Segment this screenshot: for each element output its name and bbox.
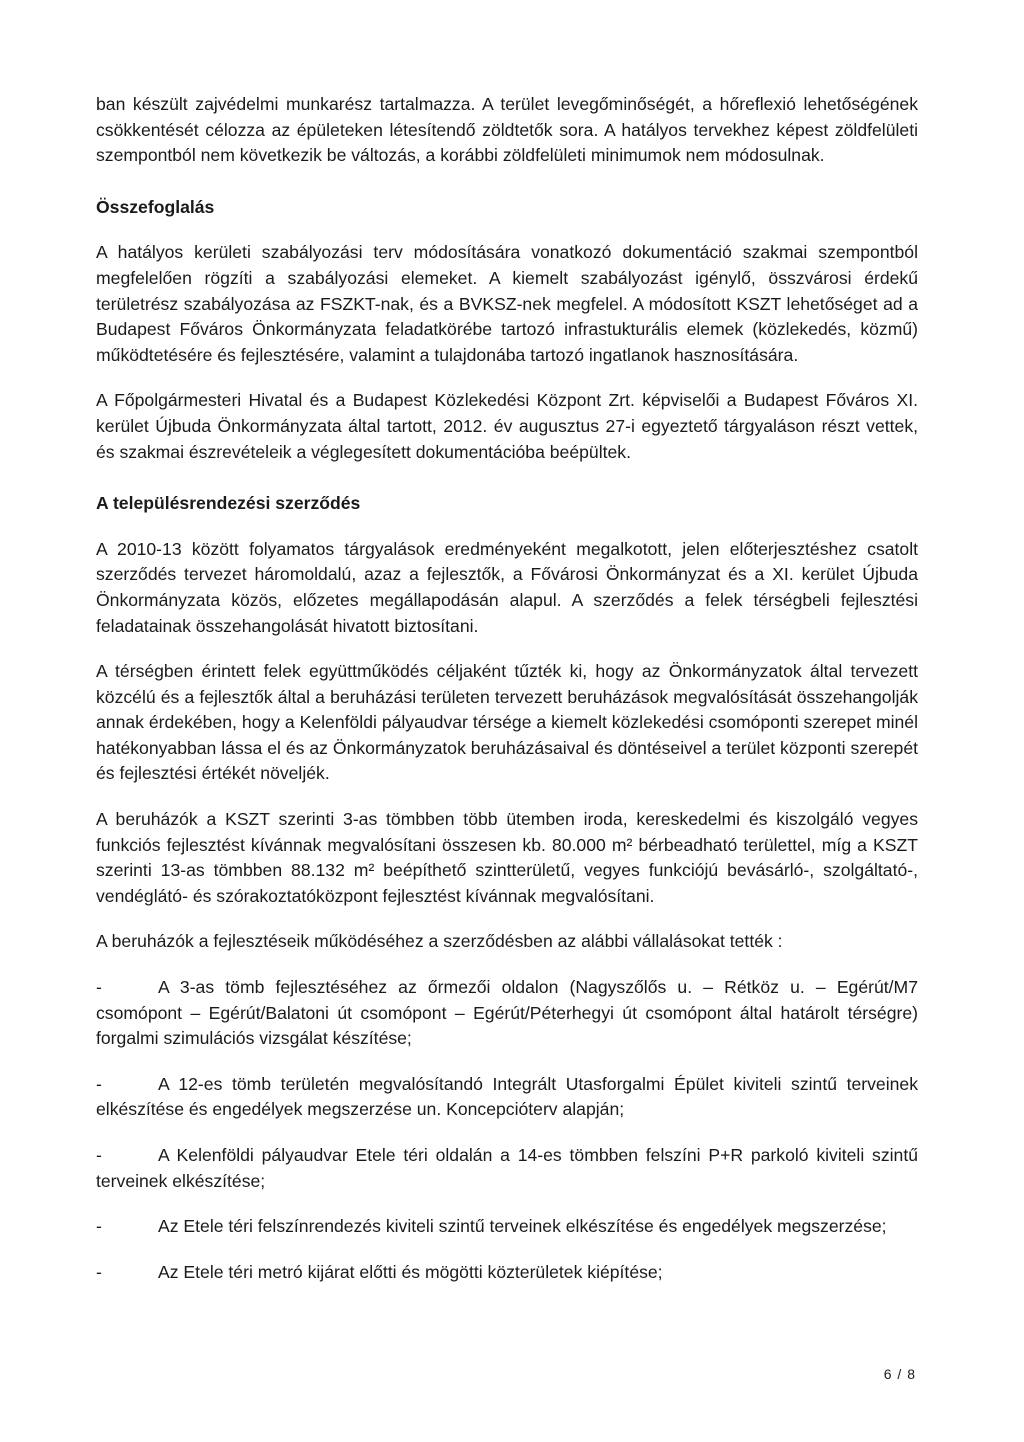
paragraph-commitments: A beruházók a fejlesztéseik működéséhez a szerződésben az alábbi vállalásokat tették :: [96, 931, 783, 952]
list-item-text: A 3-as tömb fejlesztéséhez az őrmezői oldalon (Nagyszőlős u. – Rétköz u. – Egérút/M7 csomópont – Egérút/Balatoni út csomópont – Egérút/Péterhegyi út csomópont által határolt térségre) forgalmi szimulációs vizsgálat készítése;: [96, 977, 918, 1049]
list-item-text: Az Etele téri metró kijárat előtti és mögötti közterületek kiépítése;: [158, 1261, 663, 1282]
paragraph-investors: A beruházók a KSZT szerinti 3-as tömbben több ütemben iroda, kereskedelmi és kiszolgáló vegyes funkciós fejlesztést kívánnak megvalósítani összesen kb. 80.000 m² bérbeadható területtel, míg a KSZT szerinti 13-as tömbben 88.132 m² beépíthető szintterületű, vegyes funkciójú bevásárló-, szolgáltató-, vendéglátó- és szórakoztatóközpont fejlesztést kívánnak megvalósítani.: [96, 809, 918, 906]
list-item-text: A 12-es tömb területén megvalósítandó Integrált Utasforgalmi Épület kiviteli szintű terveinek elkészítése és engedélyek megszerzése un. Koncepcióterv alapján;: [96, 1073, 918, 1120]
list-dash: -: [96, 1261, 102, 1282]
paragraph-summary: A hatályos kerületi szabályozási terv módosítására vonatkozó dokumentáció szakmai szempontból megfelelően rögzíti a szabályozási elemeket. A kiemelt szabályozást igénylő, összvárosi érdekű területrész szabályozása az FSZKT-nak, és a BVKSZ-nek megfelel. A módosított KSZT lehetőséget ad a Budapest Főváros Önkormányzata feladatkörébe tartozó infrastukturális elemek (közlekedés, közmű) működtetésére és fejlesztésére, valamint a tulajdonába tartozó ingatlanok hasznosítására.: [96, 242, 918, 365]
list-item-text: A Kelenföldi pályaudvar Etele téri oldalán a 14-es tömbben felszíni P+R parkoló kiviteli szintű terveinek elkészítése;: [96, 1145, 918, 1191]
list-dash: -: [96, 1145, 102, 1165]
list-dash: -: [96, 1216, 102, 1237]
list-item: [96, 1143, 918, 1194]
list-dash: -: [96, 1073, 102, 1094]
paragraph-contract-intro: A 2010-13 között folyamatos tárgyalások eredményeként megalkotott, jelen előterjesztéshez csatolt szerződés tervezet háromoldalú, azaz a fejlesztők, a Fővárosi Önkormányzat és a XI. kerület Újbuda Önkormányzata közös, előzetes megállapodásán alapul. A szerződés a felek térségbeli fejlesztési feladatainak összehangolását hivatott biztosítani.: [96, 538, 918, 636]
heading-summary: Összefoglalás: [96, 196, 215, 217]
list-item: [96, 1072, 918, 1123]
list-item: [96, 1260, 918, 1286]
paragraph-consultation: A Főpolgármesteri Hivatal és a Budapest Közlekedési Központ Zrt. képviselői a Budapest Főváros XI. kerület Újbuda Önkormányzata által tartott, 2012. év augusztus 27-i egyeztető tárgyaláson részt vettek, és szakmai észrevételeik a véglegesített dokumentációba beépültek.: [96, 390, 918, 462]
list-dash: -: [96, 977, 102, 998]
paragraph-cooperation: A térségben érintett felek együttműködés céljaként tűzték ki, hogy az Önkormányzatok által tervezett közcélú és a fejlesztők által a beruházási területen tervezett beruházások megvalósítását összehangolják annak érdekében, hogy a Kelenföldi pályaudvar térsége a kiemelt közlekedési csomóponti szerepet minél hatékonyabban lássa el és az Önkormányzatok beruházásaival és döntéseivel a terület központi szerepét és fejlesztési értékét növeljék.: [96, 661, 918, 784]
list-item: [96, 975, 918, 1052]
paragraph-noise-protection: ban készült zajvédelmi munkarész tartalmazza. A terület levegőminőségét, a hőreflexió lehetőségének csökkentését célozza az épületeken létesítendő zöldtetők sora. A hatályos tervekhez képest zöldfelületi szempontból nem következik be változás, a korábbi zöldfelületi minimumok nem módosulnak.: [96, 94, 918, 166]
page-number: 6 / 8: [883, 1366, 916, 1382]
heading-contract: A településrendezési szerződés: [96, 493, 361, 514]
document-page: [96, 92, 918, 1285]
list-item: [96, 1214, 918, 1240]
list-item-text: Az Etele téri felszínrendezés kiviteli szintű terveinek elkészítése és engedélyek megszerzése;: [158, 1216, 887, 1237]
